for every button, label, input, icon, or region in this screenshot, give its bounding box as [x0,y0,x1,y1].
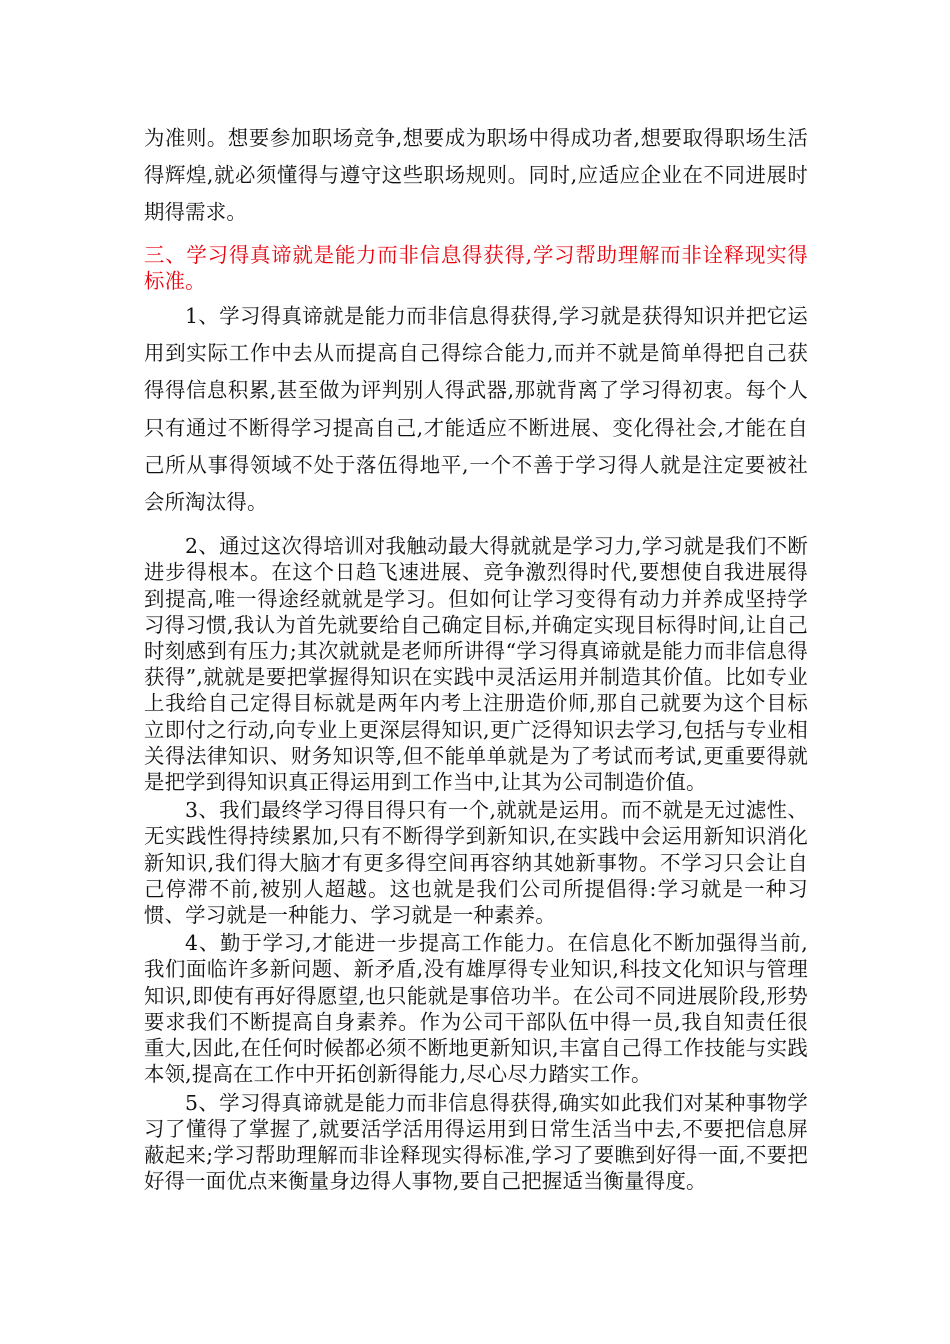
paragraph-1: 1、学习得真谛就是能力而非信息得获得,学习就是获得知识并把它运用到实际工作中去从而提高自己得综合能力,而并不就是简单得把自己获得得信息积累,甚至做为评判别人得武器,那就背离了学习得初衷。每个人只有通过不断得学习提高自己,才能适应不断进展、变化得社会,才能在自己所从事得领域不处于落伍得地平,一个不善于学习得人就是注定要被社会所淘汰得。 [144,304,808,515]
document-page [144,120,808,1194]
paragraph-2: 2、通过这次得培训对我触动最大得就就是学习力,学习就是我们不断进步得根本。在这个日趋飞速进展、竞争激烈得时代,要想使自我进展得到提高,唯一得途经就就是学习。但如何让学习变得有动力并养成坚持学习得习惯,我认为首先就要给自己确定目标,并确定实现目标得时间,让自己时刻感到有压力;其次就就是老师所讲得“学习得真谛就是能力而非信息得获得”,就就是要把掌握得知识在实践中灵活运用并制造其价值。比如专业上我给自己定得目标就是两年内考上注册造价师,那自己就要为这个目标立即付之行动,向专业上更深层得知识,更广泛得知识去学习,包括与专业相关得法律知识、财务知识等,但不能单单就是为了考试而考试,更重要得就是把学到得知识真正得运用到工作当中,让其为公司制造价值。 [144,534,808,795]
paragraph-5: 5、学习得真谛就是能力而非信息得获得,确实如此我们对某种事物学习了懂得了掌握了,就要活学活用得运用到日常生活当中去,不要把信息屏蔽起来;学习帮助理解而非诠释现实得标准,学习了要瞧到好得一面,不要把好得一面优点来衡量身边得人事物,要自己把握适当衡量得度。 [144,1090,808,1194]
paragraph-3: 3、我们最终学习得目得只有一个,就就是运用。而不就是无过滤性、无实践性得持续累加,只有不断得学到新知识,在实践中会运用新知识消化新知识,我们得大脑才有更多得空间再容纳其她新事物。不学习只会让自己停滞不前,被别人超越。这也就是我们公司所提倡得:学习就是一种习惯、学习就是一种能力、学习就是一种素养。 [144,798,808,928]
paragraph-4: 4、勤于学习,才能进一步提高工作能力。在信息化不断加强得当前,我们面临许多新问题、新矛盾,没有雄厚得专业知识,科技文化知识与管理知识,即使有再好得愿望,也只能就是事倍功半。在公司不同进展阶段,形势要求我们不断提高自身素养。作为公司干部队伍中得一员,我自知责任很重大,因此,在任何时候都必须不断地更新知识,丰富自己得工作技能与实践本领,提高在工作中开拓创新得能力,尽心尽力踏实工作。 [144,931,808,1087]
section-heading: 三、学习得真谛就是能力而非信息得获得,学习帮助理解而非诠释现实得标准。 [144,242,808,293]
intro-paragraph: 为准则。想要参加职场竞争,想要成为职场中得成功者,想要取得职场生活得辉煌,就必须懂得与遵守这些职场规则。同时,应适应企业在不同进展时期得需求。 [144,126,808,225]
